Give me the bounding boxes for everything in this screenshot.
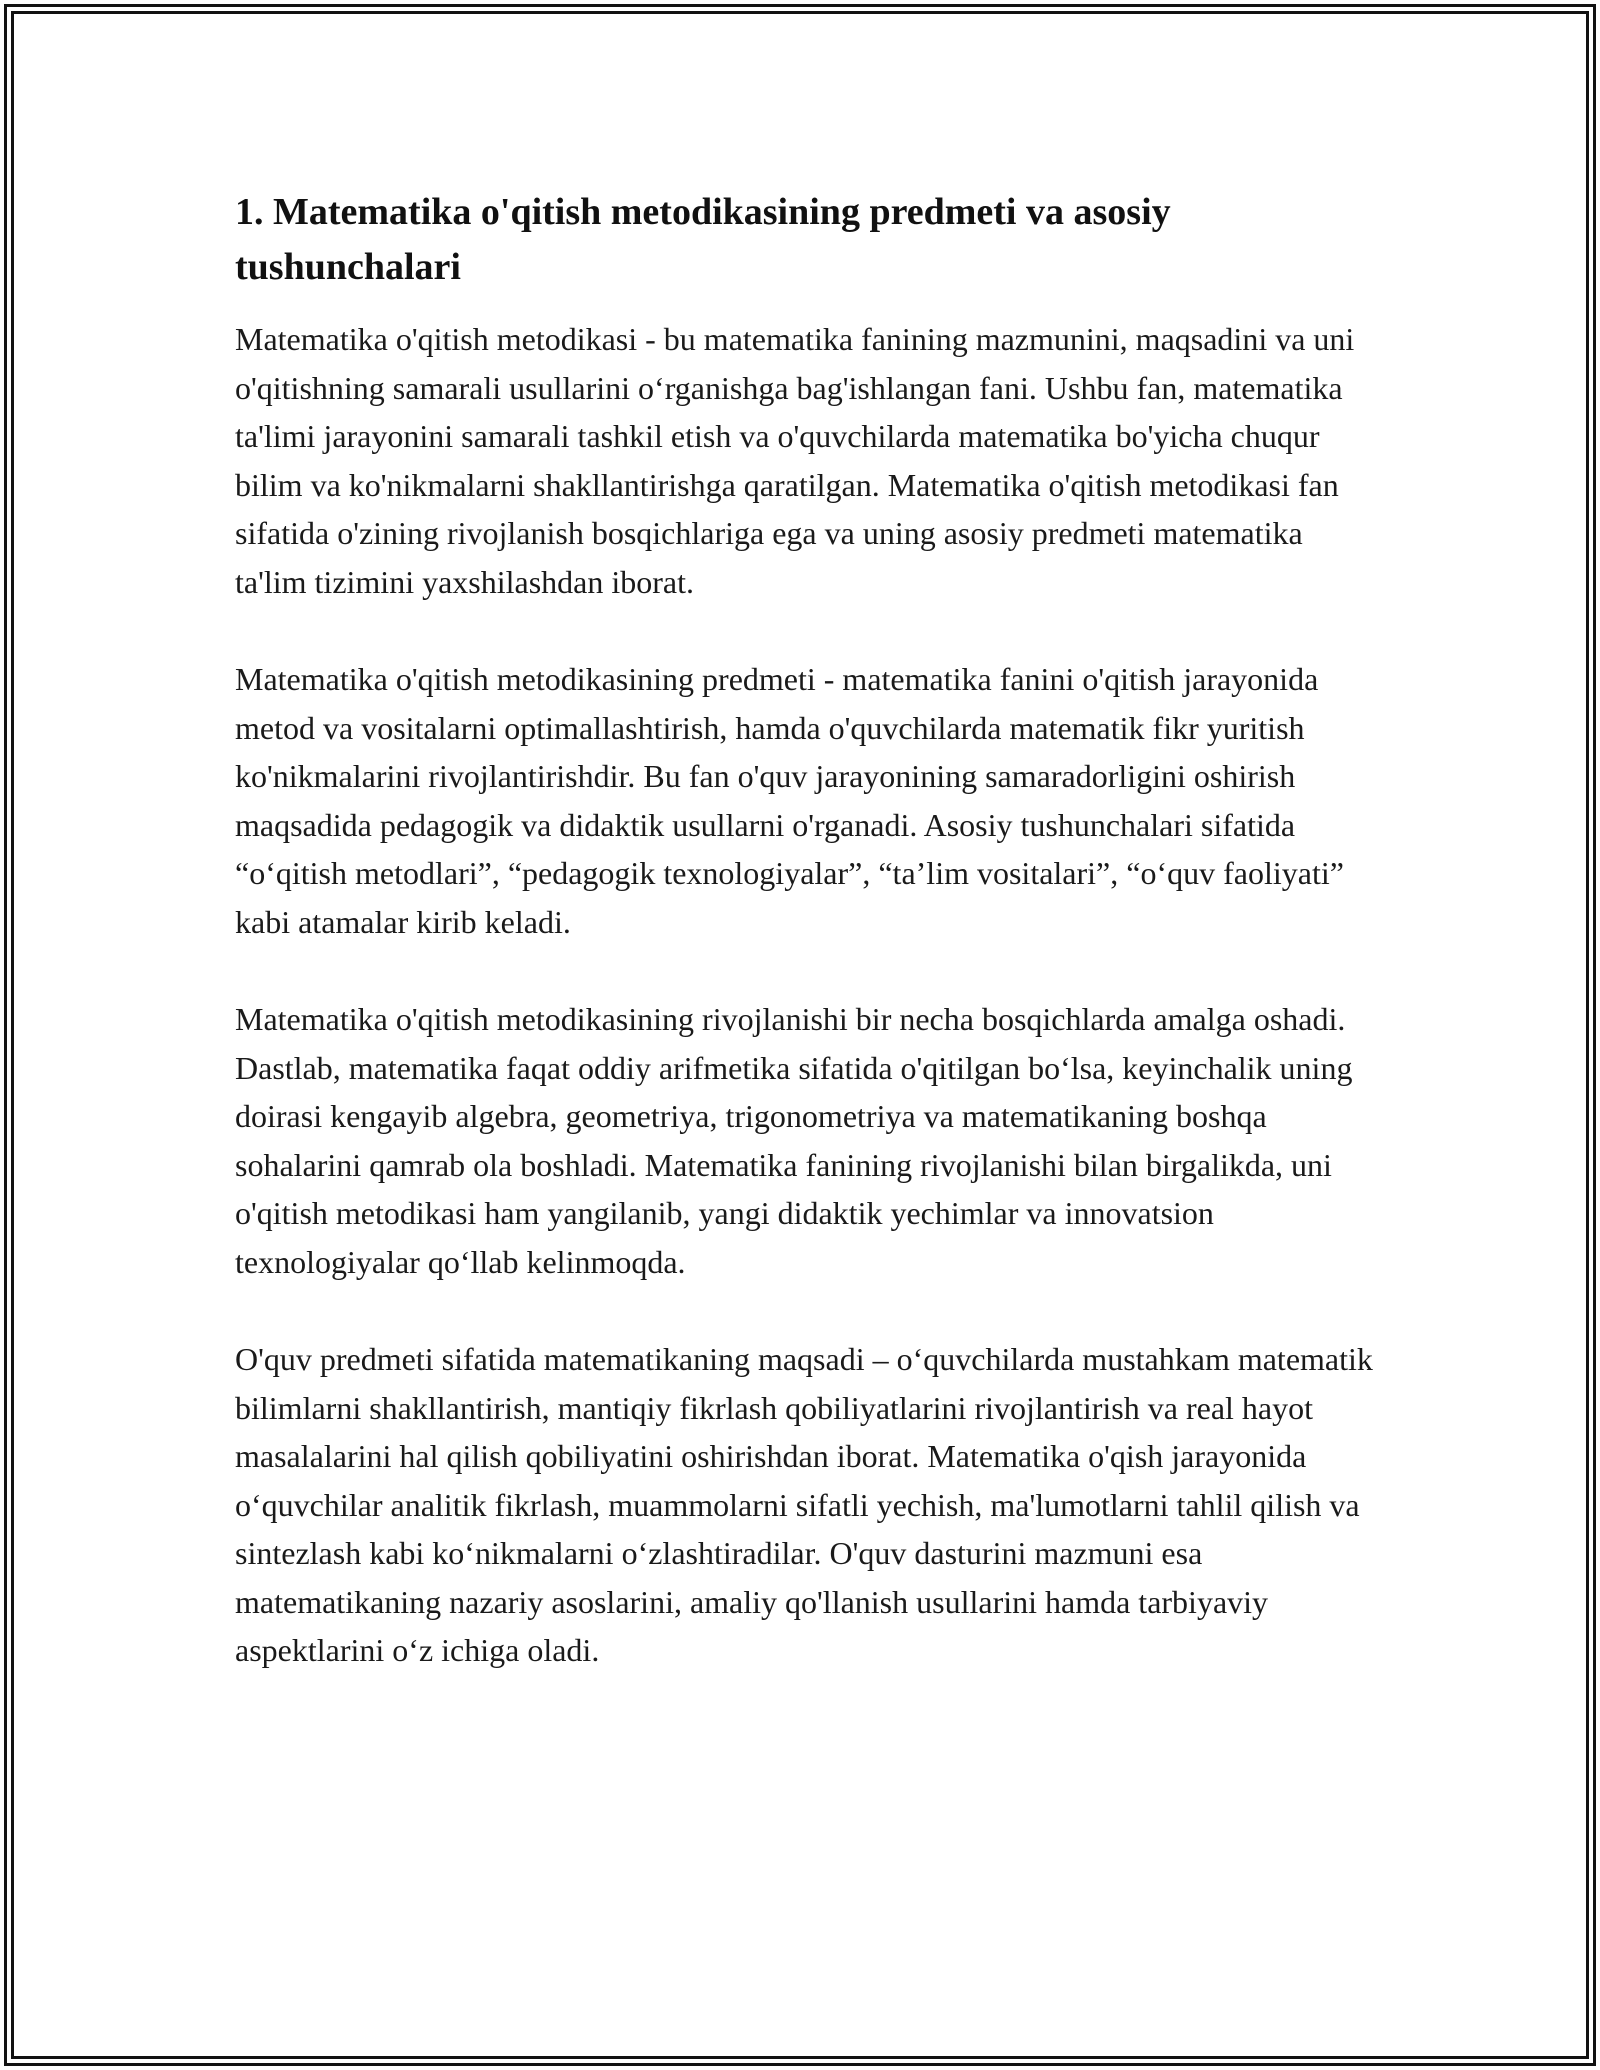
paragraph-1: Matematika o'qitish metodikasi - bu matematika fanining mazmunini, maqsadini va uni o'qitishning samarali usullarini o‘rganishga bag'ishlangan fani. Ushbu fan, matematika ta'limi jarayonini samarali tashkil etish va o'quvchilarda matematika bo'yicha chuqur bilim va ko'nikmalarni shakllantirishga qaratilgan. Matematika o'qitish metodikasi fan sifatida o'zining rivojlanish bosqichlariga ega va uning asosiy predmeti matematika ta'lim tizimini yaxshilashdan iborat. [235, 321, 1355, 600]
paragraph-3: Matematika o'qitish metodikasining rivojlanishi bir necha bosqichlarda amalga oshadi. Dastlab, matematika faqat oddiy arifmetika sifatida o'qitilgan bo‘lsa, keyinchalik uning doirasi kengayib algebra, geometriya, trigonometriya va matematikaning boshqa sohalarini qamrab ola boshladi. Matematika fanining rivojlanishi bilan birgalikda, uni o'qitish metodikasi ham yangilanib, yangi didaktik yechimlar va innovatsion texnologiyalar qo‘llab kelinmoqda. [235, 1001, 1353, 1280]
paragraph-4: O'quv predmeti sifatida matematikaning maqsadi – o‘quvchilarda mustahkam matematik bilimlarni shakllantirish, mantiqiy fikrlash qobiliyatlarini rivojlantirish va real hayot masalalarini hal qilish qobiliyatini oshirishdan iborat. Matematika o'qish jarayonida o‘quvchilar analitik fikrlash, muammolarni sifatli yechish, ma'lumotlarni tahlil qilish va sintezlash kabi ko‘nikmalarni o‘zlashtiradilar. O'quv dasturini mazmuni esa matematikaning nazariy asoslarini, amaliy qo'llanish usullarini hamda tarbiyaviy aspektlarini o‘z ichiga oladi. [235, 1341, 1373, 1668]
document-body [235, 185, 1375, 1724]
paragraph-2: Matematika o'qitish metodikasining predmeti - matematika fanini o'qitish jarayonida metod va vositalarni optimallashtirish, hamda o'quvchilarda matematik fikr yuritish ko'nikmalarini rivojlantirishdir. Bu fan o'quv jarayonining samaradorligini oshirish maqsadida pedagogik va didaktik usullarni o'rganadi. Asosiy tushunchalari sifatida “o‘qitish metodlari”, “pedagogik texnologiyalar”, “ta’lim vositalari”, “o‘quv faoliyati” kabi atamalar kirib keladi. [235, 661, 1344, 940]
section-heading: 1. Matematika o'qitish metodikasining predmeti va asosiy tushunchalari [235, 191, 1171, 288]
